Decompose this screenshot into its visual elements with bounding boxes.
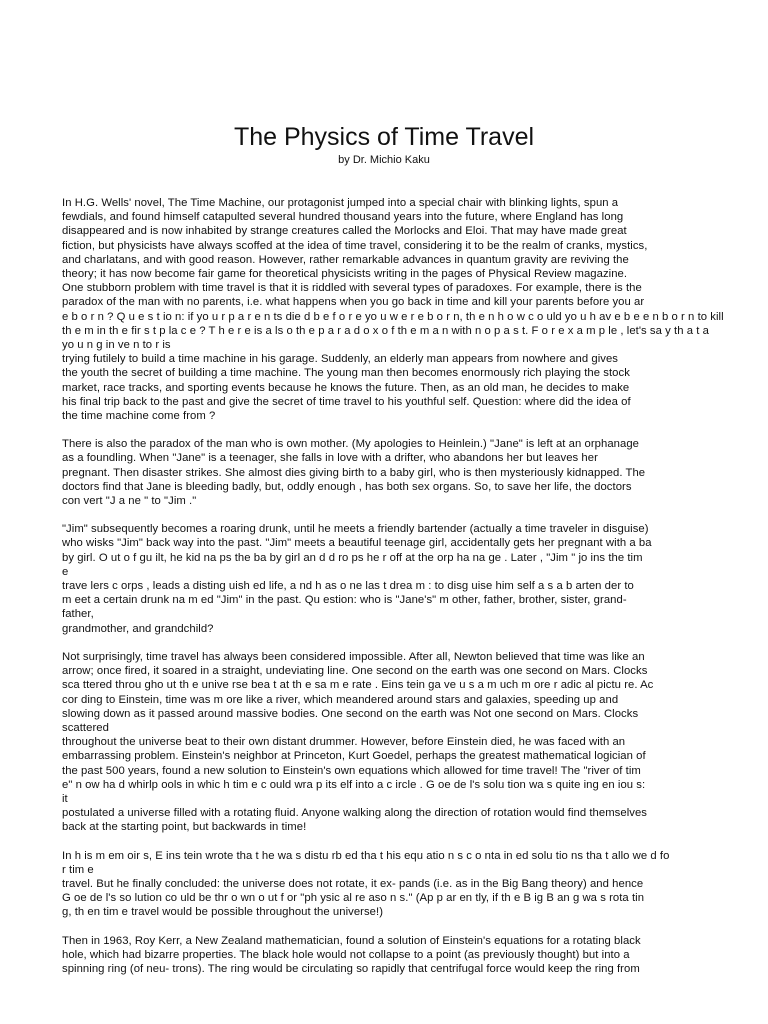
text-line: fiction, but physicists have always scoffed at the idea of time travel, considering it to be the realm of cranks, mystics, [62,239,648,252]
text-line: cor ding to Einstein, time was m ore like a river, which meandered around stars and galaxies, speeding up and [62,693,619,706]
text-line: market, race tracks, and sporting events because he knows the future. Then, as an old man, he decides to make [62,381,630,394]
text-line: postulated a universe filled with a rotating fluid. Anyone walking along the direction of rotation would find themselves [62,807,647,820]
article-paragraph [62,650,712,835]
text-line: by girl. O ut o f gu ilt, he kid na ps the ba by girl an d d ro ps he r off at the orp ha na ge . Later , "Jim " jo ins the tim [62,551,643,564]
article-paragraph [62,437,712,508]
text-line: trave lers c orps , leads a disting uish ed life, a nd h as o ne las t drea m : to disg uise him self a s a b arten der to [62,580,634,593]
text-line: m eet a certain drunk na m ed "Jim" in the past. Qu estion: who is "Jane's" m other, father, brother, sister, grand- [62,594,627,607]
text-line: who wisks "Jim" back way into the past. "Jim" meets a beautiful teenage girl, accidentally gets her pregnant with a ba [62,537,652,550]
text-line: th e m in th e fir s t p la c e ? T h e r e is a ls o th e p a r a d o x o f th e m a n with n o p a s t. F o r e x a m p le , let's sa y th a t a [62,324,709,337]
text-line: the past 500 years, found a new solution to Einstein's own equations which allowed for time travel! The "river of tim [62,764,641,777]
text-line: theory; it has now become fair game for theoretical physicists writing in the pages of Physical Review magazine. [62,268,628,281]
text-line: g, th en tim e travel would be possible throughout the universe!) [62,906,384,919]
text-line: sca ttered throu gho ut th e unive rse bea t at th e sa m e rate . Eins tein ga ve u s a m uch m ore r adic al pictu re. Ac [62,679,654,692]
text-line: disappeared and is now inhabited by strange creatures called the Morlocks and Eloi. That may have made great [62,225,627,238]
text-line: pregnant. Then disaster strikes. She almost dies giving birth to a baby girl, who is then mysteriously kidnapped. The [62,466,646,479]
text-line: yo u n g in ve n to r is [62,339,171,352]
article-paragraph [62,934,712,977]
text-line: In h is m em oir s, E ins tein wrote tha t he wa s distu rb ed tha t his equ atio n s c o nta in ed solu tio ns tha t allo we d fo [62,849,670,862]
text-line: One stubborn problem with time travel is that it is riddled with several types of paradoxes. For example, there is the [62,282,642,295]
text-line: There is also the paradox of the man who is own mother. (My apologies to Heinlein.) "Jane" is left at an orphanage [62,438,639,451]
text-line: G oe de l's so lution co uld be thr o wn o ut f or "ph ysic al re aso n s." (Ap p ar en tly, if th e B ig B an g wa s rota tin [62,892,645,905]
page-title: The Physics of Time Travel [233,123,535,151]
text-line: grandmother, and grandchild? [62,622,214,635]
text-line: doctors find that Jane is bleeding badly, but, oddly enough , has both sex organs. So, to save her life, the doctors [62,480,632,493]
text-line: paradox of the man with no parents, i.e. what happens when you go back in time and kill your parents before you ar [62,296,645,309]
text-line: embarrassing problem. Einstein's neighbor at Princeton, Kurt Goedel, perhaps the greatest mathematical logician of [62,750,646,763]
text-line: slowing down as it passed around massive bodies. One second on the earth was Not one second on Mars. Clocks [62,707,639,720]
text-line: spinning ring (of neu- trons). The ring would be circulating so rapidly that centrifugal force would keep the ring from [62,962,640,975]
text-line: hole, which had bizarre properties. The black hole would not collapse to a point (as previously thought) but into a [62,948,630,961]
text-line: the time machine come from ? [62,410,216,423]
article-paragraph [62,849,712,920]
text-line: as a foundling. When "Jane" is a teenager, she falls in love with a drifter, who abandons her but leaves her [62,452,598,465]
text-line: travel. But he finally concluded: the universe does not rotate, it ex- pands (i.e. as in the Big Bang theory) and hence [62,877,644,890]
text-line: scattered [62,721,109,734]
article-body [62,196,724,990]
text-line: e [62,565,69,578]
article-paragraph [62,522,712,636]
text-line: Not surprisingly, time travel has always been considered impossible. After all, Newton believed that time was like an [62,650,645,663]
text-line: fewdials, and found himself catapulted several hundred thousand years into the future, where England has long [62,211,624,224]
text-line: it [62,792,68,805]
text-line: con vert "J a ne " to "Jim ." [62,495,197,508]
text-line: r tim e [62,863,94,876]
text-line: father, [62,608,94,621]
text-line: and charlatans, and with good reason. However, rather remarkable advances in quantum gravity are reviving the [62,253,629,266]
text-line: throughout the universe beat to their own distant drummer. However, before Einstein died, he was faced with an [62,736,626,749]
text-line: the youth the secret of building a time machine. The young man then becomes enormously rich playing the stock [62,367,630,380]
article-paragraph [62,196,724,423]
text-line: In H.G. Wells' novel, The Time Machine, our protagonist jumped into a special chair with blinking lights, spun a [62,197,619,209]
author-byline: by Dr. Michio Kaku [338,154,430,166]
text-line: arrow; once fired, it soared in a straight, undeviating line. One second on the earth was one second on Mars. Clocks [62,665,648,678]
text-line: e b o r n ? Q u e s t io n: if yo u r p a r e n ts die d b e f o r e yo u w e r e b o r n, th e n h o w c o uld yo u h av e b e e n b o r n to kill [62,310,724,323]
text-line: back at the starting point, but backwards in time! [62,821,307,834]
text-line: e" n ow ha d whirlp ools in whic h tim e c ould wra p its elf into a c ircle . G oe de l's solu tion wa s quite ing en iou s: [62,778,646,791]
text-line: trying futilely to build a time machine in his garage. Suddenly, an elderly man appears from nowhere and gives [62,353,619,366]
text-line: his final trip back to the past and give the secret of time travel to his youthful self. Question: where did the idea of [62,395,631,408]
text-line: "Jim" subsequently becomes a roaring drunk, until he meets a friendly bartender (actually a time traveler in disguise) [62,523,649,536]
text-line: Then in 1963, Roy Kerr, a New Zealand mathematician, found a solution of Einstein's equations for a rotating black [62,934,641,947]
